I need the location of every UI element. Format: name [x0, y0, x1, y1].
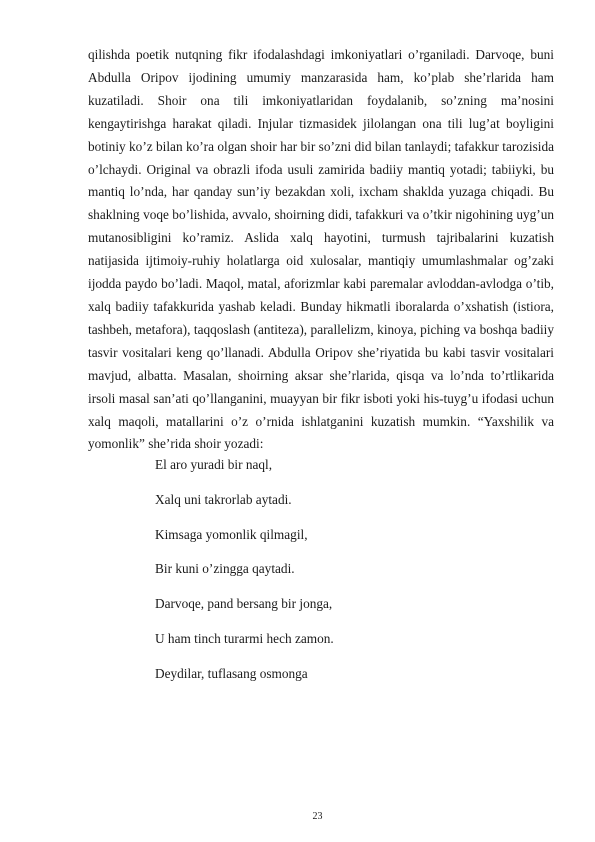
poem-line: El aro yuradi bir naql, — [155, 457, 273, 472]
poem-line: Darvoqe, pand bersang bir jonga, — [155, 596, 333, 612]
poem-quote — [155, 456, 535, 700]
poem-line: Xalq uni takrorlab aytadi. — [155, 491, 292, 507]
poem-line: Deydilar, tuflasang osmonga — [155, 665, 308, 681]
body-paragraph: qilishda poetik nutqning fikr ifodalashdagi imkoniyatlari o’rganiladi. Darvoqe, buni Abdulla Oripov ijodining umumiy manzarasida ham, ko’plab she’rlarida ham kuzatiladi. Shoir ona tili imkoniyatlaridan foydalanib, so’zning ma’nosini kengaytirishga harakat qiladi. Injular tizmasidek jilolangan ona tili lug’at boyligini botiniy ko’z bilan ko’ra olgan shoir har bir so’zni did bilan tanlaydi; tafakkur tarozisida o’lchaydi. Original va obrazli ifoda usuli zamirida badiiy mantiq yotadi; tabiiyki, bu mantiq lo’nda, har qanday sun’iy bezakdan xoli, ixcham shaklda yuzaga chiqadi. Bu shaklning voqe bo’lishida, avvalo, shoirning didi, tafakkuri va o’tkir nigohining uyg’un mutanosibligini ko’ramiz. Aslida xalq hayotini, turmush tajribalarini kuzatish natijasida ijtimoiy-ruhiy holatlarga oid xulosalar, mantiqiy umumlashmalar og’zaki ijodda paydo bo’ladi. Maqol, matal, aforizmlar kabi paremalar avloddan-avlodga o’tib, xalq badiiy tafakkurida yashab keladi. Bunday hikmatli iboralarda o’xshatish (istiora, tashbeh, metafora), taqqoslash (antiteza), parallelizm, kinoya, piching va boshqa badiiy tasvir vositalari keng qo’llanadi. Abdulla Oripov she’riyatida bu kabi tasvir vositalari mavjud, albatta. Masalan, shoirning aksar she’rlarida, qisqa va lo’nda to’rtlikarida irsoli masal san’ati qo’llanganini, muayyan bir fikr isboti yoki his-tuyg’u ifodasi uchun xalq maqoli, matallarini o’z o’rnida ishlatganini kuzatish mumkin. “Yaxshilik va yomonlik” she’rida shoir yozadi: — [88, 47, 554, 452]
poem-line: U ham tinch turarmi hech zamon. — [155, 630, 334, 646]
page-number: 23 — [312, 811, 323, 822]
body-text — [88, 44, 554, 456]
poem-line: Bir kuni o’zingga qaytadi. — [155, 561, 295, 577]
poem-line: Kimsaga yomonlik qilmagil, — [155, 526, 308, 542]
